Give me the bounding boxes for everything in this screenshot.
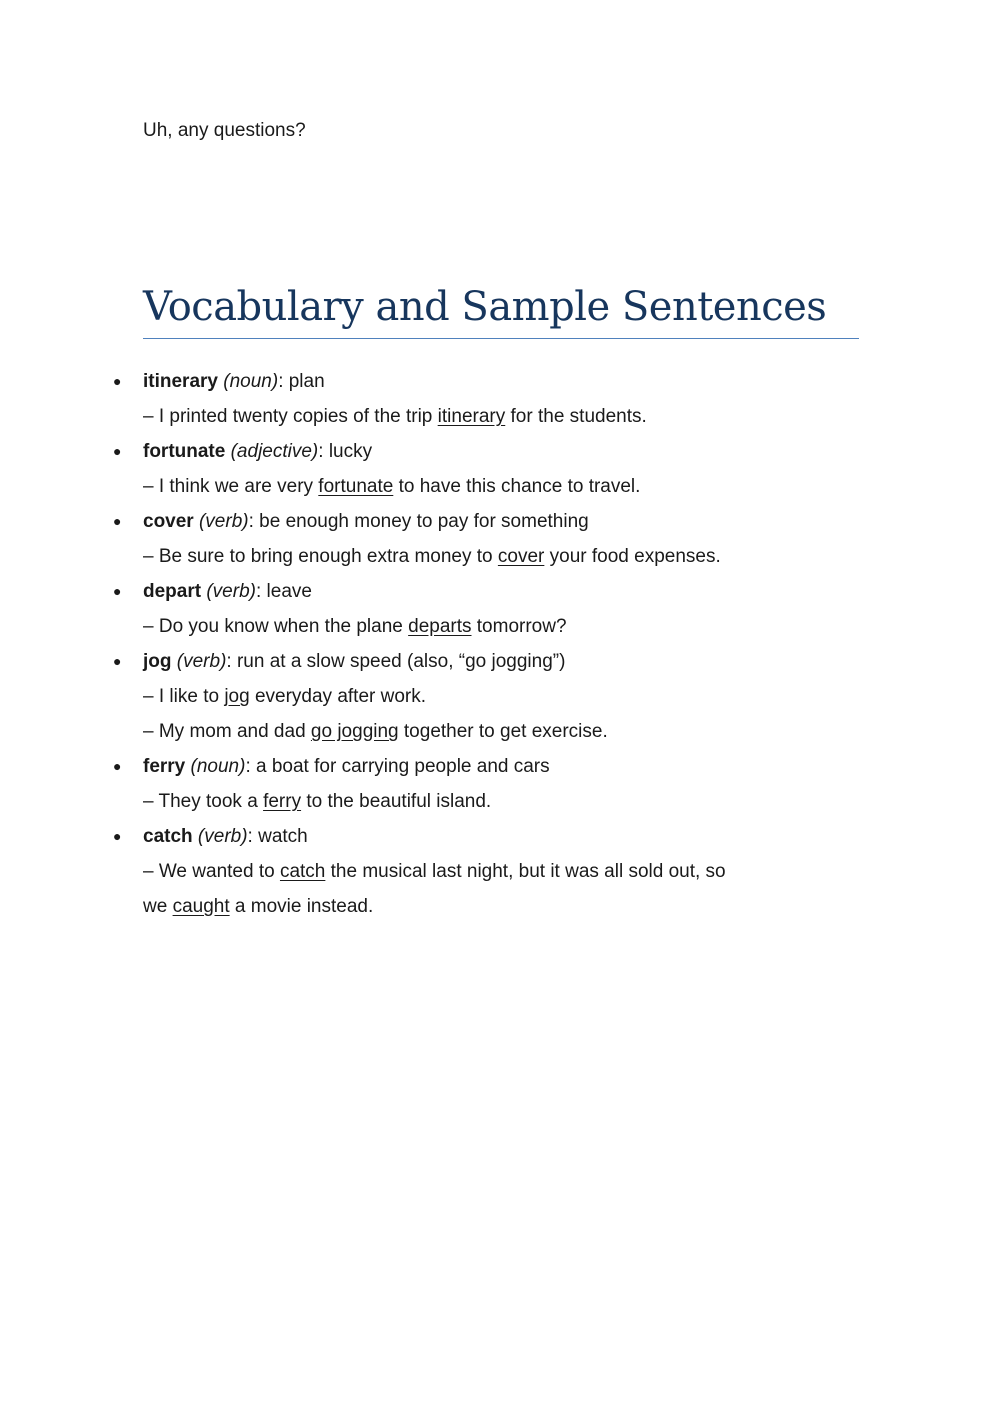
part-of-speech: (verb) (197, 826, 248, 847)
sample-sentence (0, 784, 1000, 819)
underlined-word: itinerary (437, 406, 506, 427)
vocab-word: jog (143, 651, 172, 672)
underlined-word: caught (172, 896, 230, 917)
vocab-entry (0, 574, 1000, 644)
sentence-text: together to get exercise. (398, 721, 608, 742)
underlined-word: ferry (263, 791, 302, 812)
vocab-term-line (0, 434, 1000, 469)
bullet-icon: ● (113, 443, 122, 459)
part-of-speech: (noun) (223, 371, 279, 392)
vocab-word: itinerary (143, 371, 218, 392)
definition: : a boat for carrying people and cars (245, 756, 550, 777)
sentence-text: the musical last night, but it was all sold out, so (325, 861, 726, 882)
sentence-text: – Be sure to bring enough extra money to (143, 546, 498, 567)
sentence-text: a movie instead. (229, 896, 374, 917)
bullet-icon: ● (113, 828, 122, 844)
vocab-term-line (0, 819, 1000, 854)
underlined-word: cover (497, 546, 545, 567)
sentence-text: – My mom and dad (143, 721, 311, 742)
sample-sentence (0, 889, 1000, 924)
definition: : lucky (318, 441, 373, 462)
sentence-text: – I like to (143, 686, 225, 707)
bullet-icon: ● (113, 583, 122, 599)
sentence-text: – Do you know when the plane (143, 616, 409, 637)
sentence-text: we (143, 896, 173, 917)
vocab-term-line (0, 504, 1000, 539)
vocab-entry (0, 364, 1000, 434)
sample-sentence (0, 714, 1000, 749)
sentence-text: – They took a (143, 791, 264, 812)
vocab-term-line (0, 644, 1000, 679)
vocab-entry (0, 819, 1000, 924)
bullet-icon: ● (113, 373, 122, 389)
definition: : be enough money to pay for something (248, 511, 589, 532)
part-of-speech: (noun) (190, 756, 246, 777)
sample-sentence (0, 854, 1000, 889)
vocab-entry (0, 749, 1000, 819)
intro-text: Uh, any questions? (143, 120, 306, 141)
sentence-text: – I think we are very (143, 476, 319, 497)
part-of-speech: (verb) (198, 511, 249, 532)
part-of-speech: (adjective) (230, 441, 319, 462)
vocab-term-line (0, 364, 1000, 399)
vocab-word: fortunate (143, 441, 226, 462)
definition: : run at a slow speed (also, “go jogging”) (226, 651, 566, 672)
vocab-word: cover (143, 511, 194, 532)
vocab-entry (0, 504, 1000, 574)
sentence-text: – We wanted to (143, 861, 280, 882)
underlined-word: go jogging (310, 721, 399, 742)
sample-sentence (0, 469, 1000, 504)
sentence-text: – I printed twenty copies of the trip (143, 406, 438, 427)
vocab-term-line (0, 749, 1000, 784)
underlined-word: departs (408, 616, 472, 637)
underlined-word: catch (279, 861, 326, 882)
vocab-word: catch (143, 826, 193, 847)
vocab-entry (0, 644, 1000, 749)
bullet-icon: ● (113, 653, 122, 669)
definition: : plan (278, 371, 325, 392)
vocabulary-list (0, 364, 1000, 924)
sample-sentence (0, 679, 1000, 714)
sentence-text: for the students. (505, 406, 647, 427)
bullet-icon: ● (113, 758, 122, 774)
sample-sentence (0, 539, 1000, 574)
definition: : watch (247, 826, 308, 847)
sentence-text: your food expenses. (544, 546, 721, 567)
vocab-word: ferry (143, 756, 186, 777)
sample-sentence (0, 399, 1000, 434)
sample-sentence (0, 609, 1000, 644)
underlined-word: jog (224, 686, 250, 707)
sentence-text: tomorrow? (471, 616, 567, 637)
sentence-text: everyday after work. (249, 686, 427, 707)
underlined-word: fortunate (318, 476, 394, 497)
vocab-entry (0, 434, 1000, 504)
sentence-text: to have this chance to travel. (393, 476, 641, 497)
vocab-word: depart (143, 581, 202, 602)
part-of-speech: (verb) (176, 651, 227, 672)
definition: : leave (255, 581, 312, 602)
bullet-icon: ● (113, 513, 122, 529)
part-of-speech: (verb) (206, 581, 256, 602)
sentence-text: to the beautiful island. (301, 791, 492, 812)
vocab-term-line (0, 574, 1000, 609)
section-heading: Vocabulary and Sample Sentences (143, 281, 859, 339)
